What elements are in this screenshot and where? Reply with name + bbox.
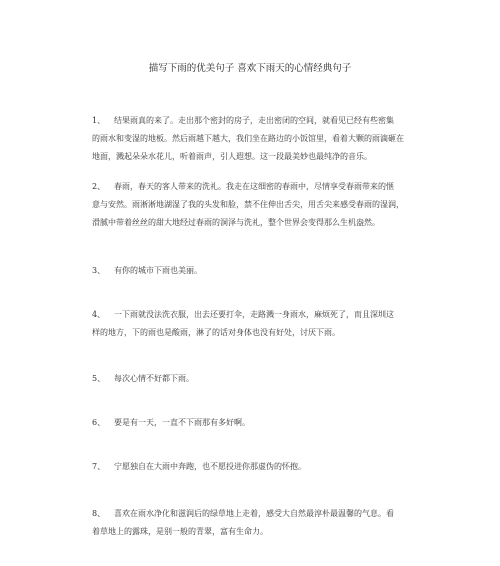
item-number: 7、 bbox=[92, 462, 106, 471]
list-item bbox=[92, 262, 434, 280]
item-number: 3、 bbox=[92, 266, 106, 275]
item-line: 样的地方，下的雨也是酸雨，淋了的话对身体也没有好处，讨厌下雨。 bbox=[92, 328, 340, 337]
item-number: 4、 bbox=[92, 310, 106, 319]
item-line: 1、 结果雨真的来了。走出那个密封的房子，走出密闭的空间，就看见已经有些密集 bbox=[92, 112, 434, 130]
item-line: 地面，溅起朵朵水花儿，听着雨声，引人遐想。这一段最美妙也最纯净的音乐。 bbox=[92, 152, 372, 161]
item-line: 3、 有你的城市下雨也美丽。 bbox=[92, 262, 434, 280]
item-line: 意与安然。雨淅淅地湖湿了我的头发和脸，禁不住伸出舌尖，用舌尖来感受春雨的湿润， bbox=[92, 200, 404, 209]
item-number: 1、 bbox=[92, 116, 106, 125]
list-item bbox=[92, 505, 434, 541]
item-line: 滑腻中带着丝丝的甜大地经过春雨的洞泽与洗礼，整个世界会变得那么生机盎然。 bbox=[92, 218, 380, 227]
list-item bbox=[92, 178, 434, 232]
item-number: 5、 bbox=[92, 374, 106, 383]
item-number: 8、 bbox=[92, 509, 106, 518]
list-item bbox=[92, 458, 434, 476]
item-line: 8、 喜欢在雨水净化和滋润后的绿草地上走着，感受大自然最淳朴最温馨的气息。看 bbox=[92, 505, 434, 523]
item-line: 的雨水和变湿的地板。然后雨越下越大，我们坐在路边的小饭馆里，看着大颗的雨滴砸在 bbox=[92, 134, 404, 143]
item-number: 2、 bbox=[92, 182, 106, 191]
list-item bbox=[92, 370, 434, 388]
item-line: 5、 每次心情不好都下雨。 bbox=[92, 370, 434, 388]
list-item bbox=[92, 306, 434, 342]
item-line: 着草地上的露珠，是别一般的青翠，富有生命力。 bbox=[92, 527, 268, 536]
list-item bbox=[92, 414, 434, 432]
item-line: 2、 春雨，春天的客人带来的洗礼。我走在这细密的春雨中，尽情享受春雨带来的惬 bbox=[92, 178, 434, 196]
item-line: 6、 要是有一天，一直不下雨那有多好啊。 bbox=[92, 414, 434, 432]
list-item bbox=[92, 112, 434, 166]
item-number: 6、 bbox=[92, 418, 106, 427]
item-line: 7、 宁愿独自在大雨中奔跑，也不愿投进你那虚伪的怀抱。 bbox=[92, 458, 434, 476]
item-line: 4、 一下雨就没法洗衣服，出去还要打伞，走路溅一身雨水，麻烦死了，而且深圳这 bbox=[92, 306, 434, 324]
document-title: 描写下雨的优美句子 喜欢下雨天的心情经典句子 bbox=[148, 63, 352, 74]
